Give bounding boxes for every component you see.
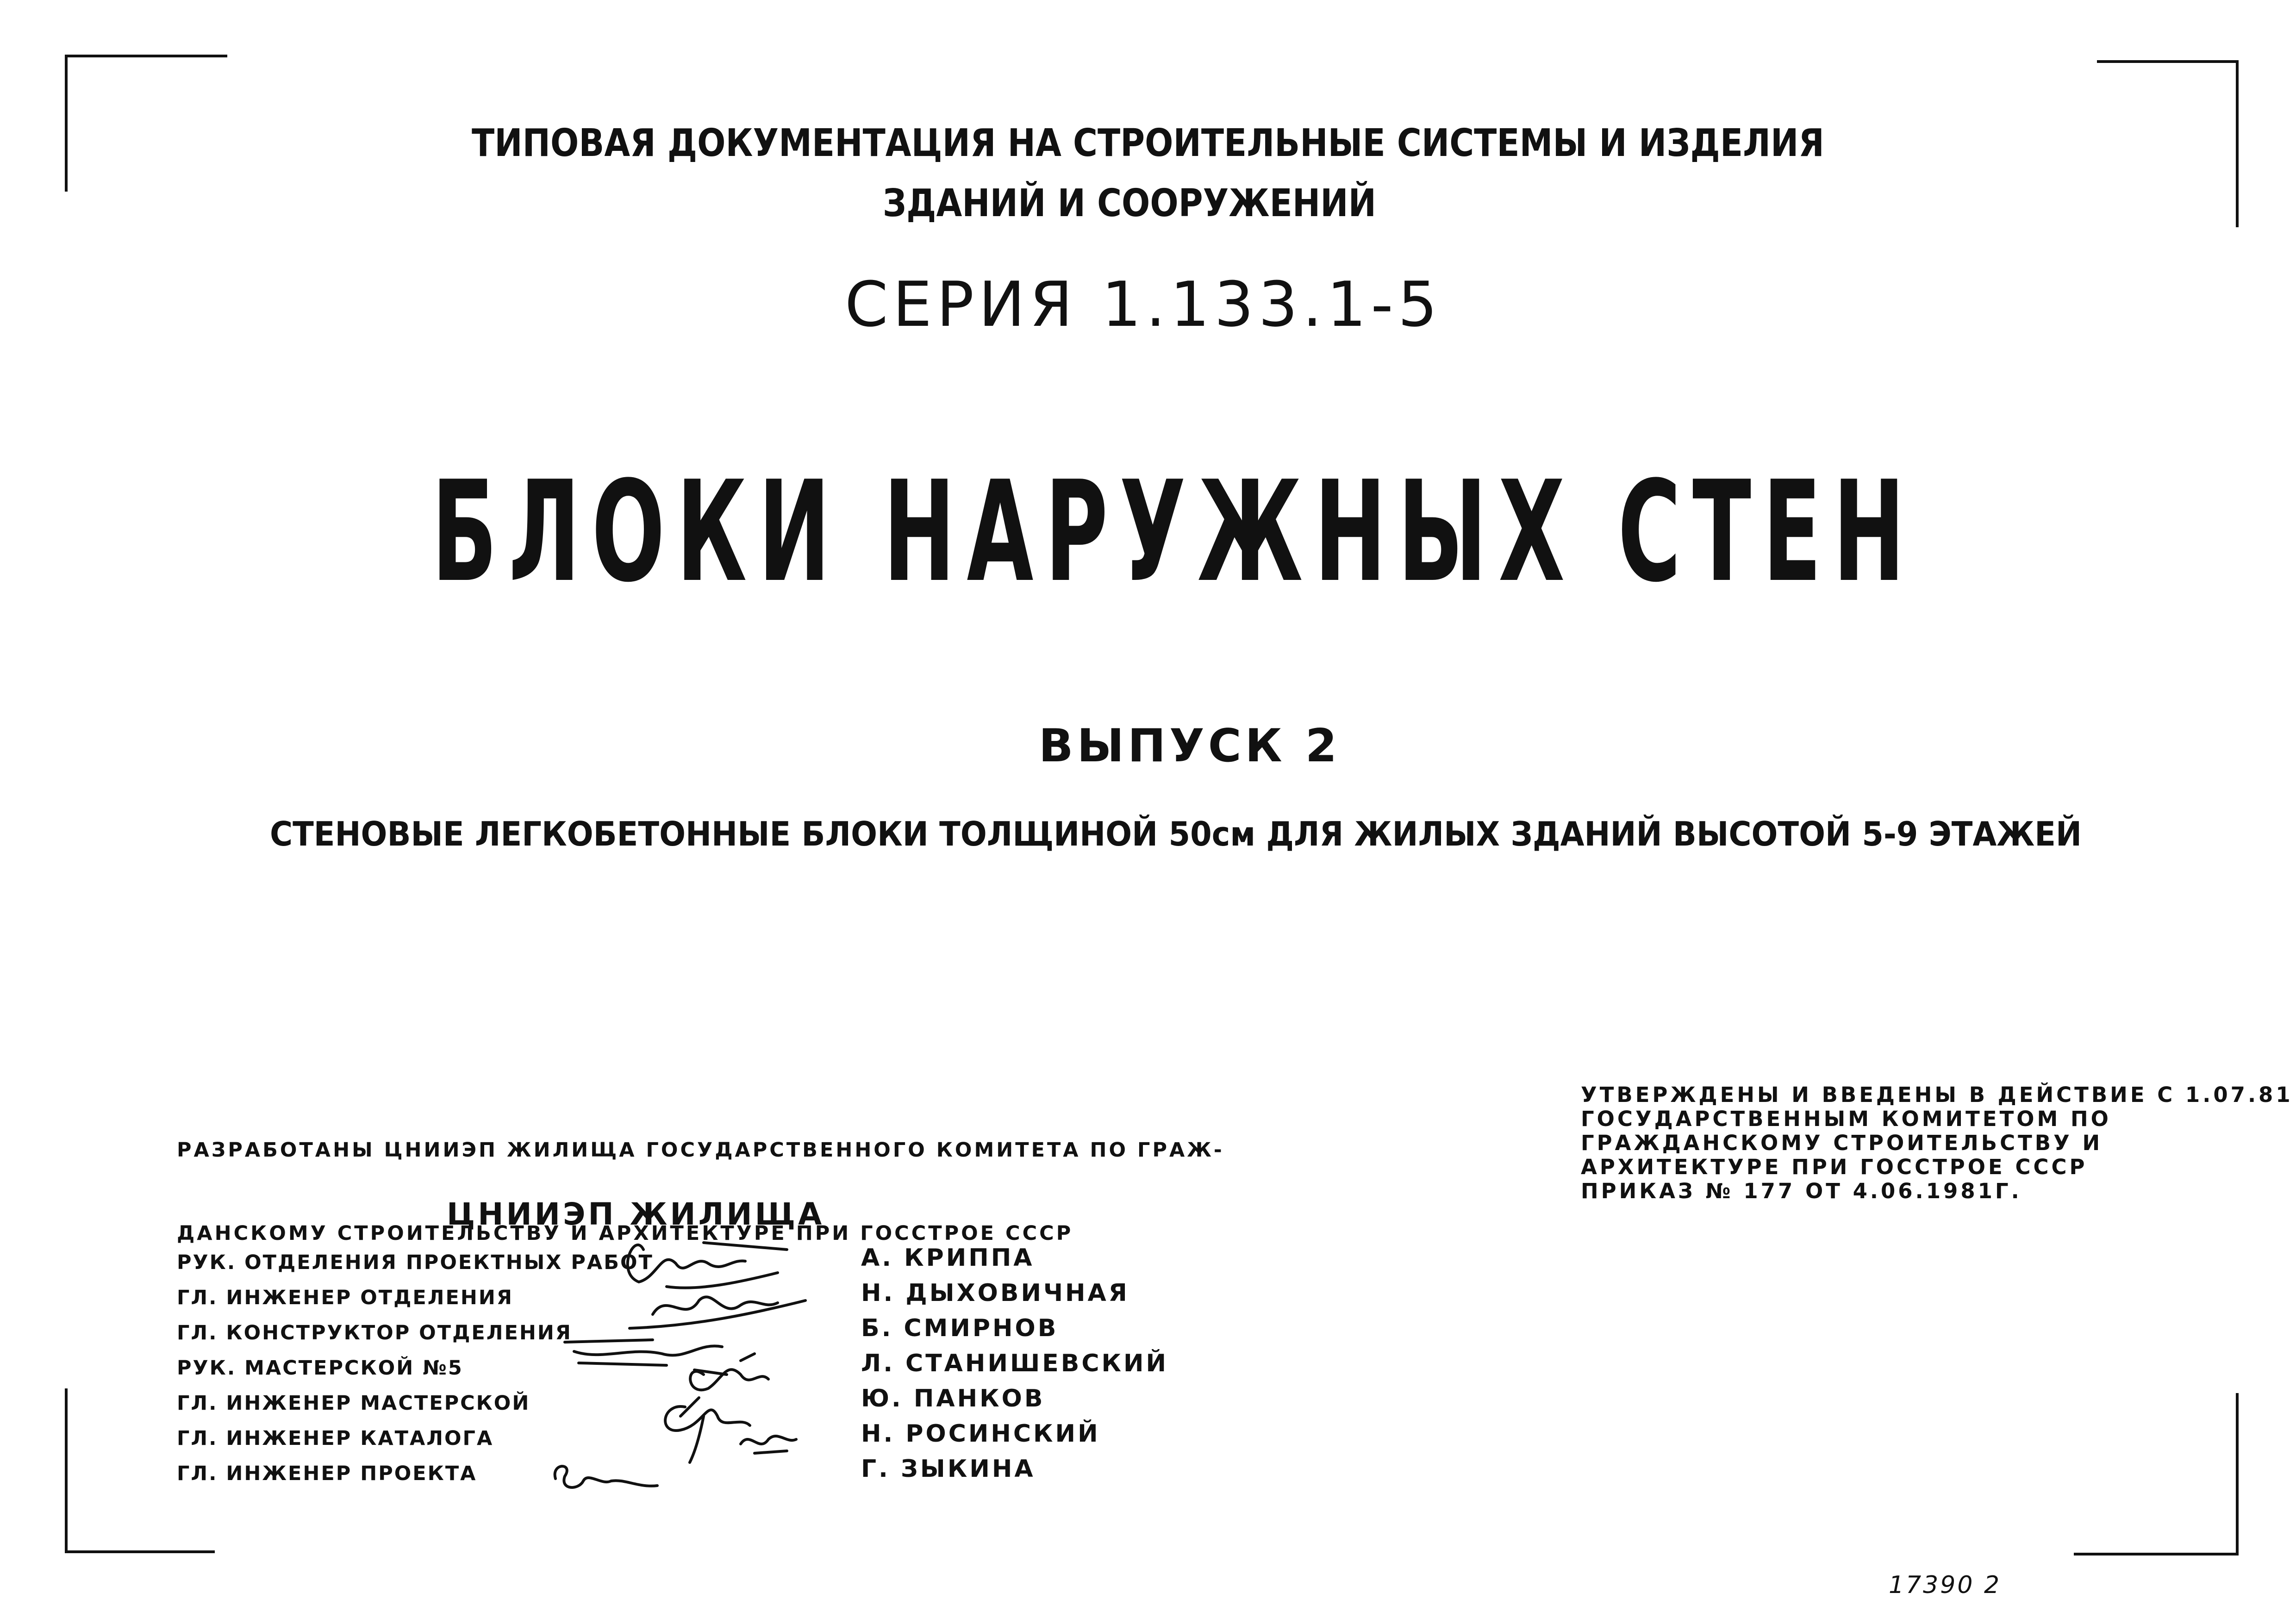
approved-by-block [1581,1083,2293,1203]
name-item: А. КРИППА [861,1244,1035,1272]
signature-7 [555,1466,657,1487]
name-item: Г. ЗЫКИНА [861,1455,1036,1483]
organization-name: ЦНИИЭП ЖИЛИЩА [447,1196,825,1232]
crop-mark-bottom-right [2074,1393,2239,1555]
signature-1 [628,1243,787,1288]
signature-5 [665,1398,750,1462]
signature-6 [741,1436,796,1453]
main-title: БЛОКИ НАРУЖНЫХ СТЕН [431,451,1917,613]
role-item: РУК. МАСТЕРСКОЙ №5 [177,1356,463,1380]
approved-by-line-5: ПРИКАЗ № 177 ОТ 4.06.1981Г. [1581,1179,2022,1203]
series-number: СЕРИЯ 1.133.1-5 [844,268,1442,341]
name-item: Н. ДЫХОВИЧНАЯ [861,1279,1129,1307]
role-item: ГЛ. ИНЖЕНЕР МАСТЕРСКОЙ [177,1392,530,1415]
names-column [861,1240,1168,1487]
signature-3 [565,1340,755,1365]
role-item: РУК. ОТДЕЛЕНИЯ ПРОЕКТНЫХ РАБОТ [177,1251,654,1274]
header-line-2: ЗДАНИЙ И СООРУЖЕНИЙ [882,181,1377,225]
signature-4 [690,1369,768,1390]
approved-by-line-1: УТВЕРЖДЕНЫ И ВВЕДЕНЫ В ДЕЙСТВИЕ С 1.07.81 [1581,1083,2293,1107]
header-line-1: ТИПОВАЯ ДОКУМЕНТАЦИЯ НА СТРОИТЕЛЬНЫЕ СИСТЕМЫ И ИЗДЕЛИЯ [471,121,1825,165]
name-item: Ю. ПАНКОВ [861,1385,1045,1412]
developed-by-line-1: РАЗРАБОТАНЫ ЦНИИЭП ЖИЛИЩА ГОСУДАРСТВЕННОГО КОМИТЕТА ПО ГРАЖ- [177,1139,1224,1162]
signature-2 [630,1297,805,1328]
name-item: Л. СТАНИШЕВСКИЙ [861,1350,1169,1377]
approved-by-line-4: АРХИТЕКТУРЕ ПРИ ГОССТРОЕ СССР [1581,1155,2088,1179]
issue-number: ВЫПУСК 2 [1038,720,1341,772]
developed-by-line-2: ДАНСКОМУ СТРОИТЕЛЬСТВУ И АРХИТЕКТУРЕ ПРИ ГОССТРОЕ СССР [177,1222,1073,1245]
role-item: ГЛ. ИНЖЕНЕР ОТДЕЛЕНИЯ [177,1286,513,1309]
name-item: Б. СМИРНОВ [861,1314,1059,1342]
role-item: ГЛ. ИНЖЕНЕР ПРОЕКТА [177,1462,477,1485]
signatures-graphic [546,1222,870,1499]
name-item: Н. РОСИНСКИЙ [861,1420,1100,1448]
approved-by-line-2: ГОСУДАРСТВЕННЫМ КОМИТЕТОМ ПО [1581,1107,2111,1131]
subtitle: СТЕНОВЫЕ ЛЕГКОБЕТОННЫЕ БЛОКИ ТОЛЩИНОЙ 50см ДЛЯ ЖИЛЫХ ЗДАНИЙ ВЫСОТОЙ 5-9 ЭТАЖЕЙ [269,815,2082,853]
footer-number: 17390 2 [1889,1571,2002,1599]
approved-by-line-3: ГРАЖДАНСКОМУ СТРОИТЕЛЬСТВУ И [1581,1131,2103,1155]
role-item: ГЛ. КОНСТРУКТОР ОТДЕЛЕНИЯ [177,1321,572,1344]
role-item: ГЛ. ИНЖЕНЕР КАТАЛОГА [177,1427,494,1450]
